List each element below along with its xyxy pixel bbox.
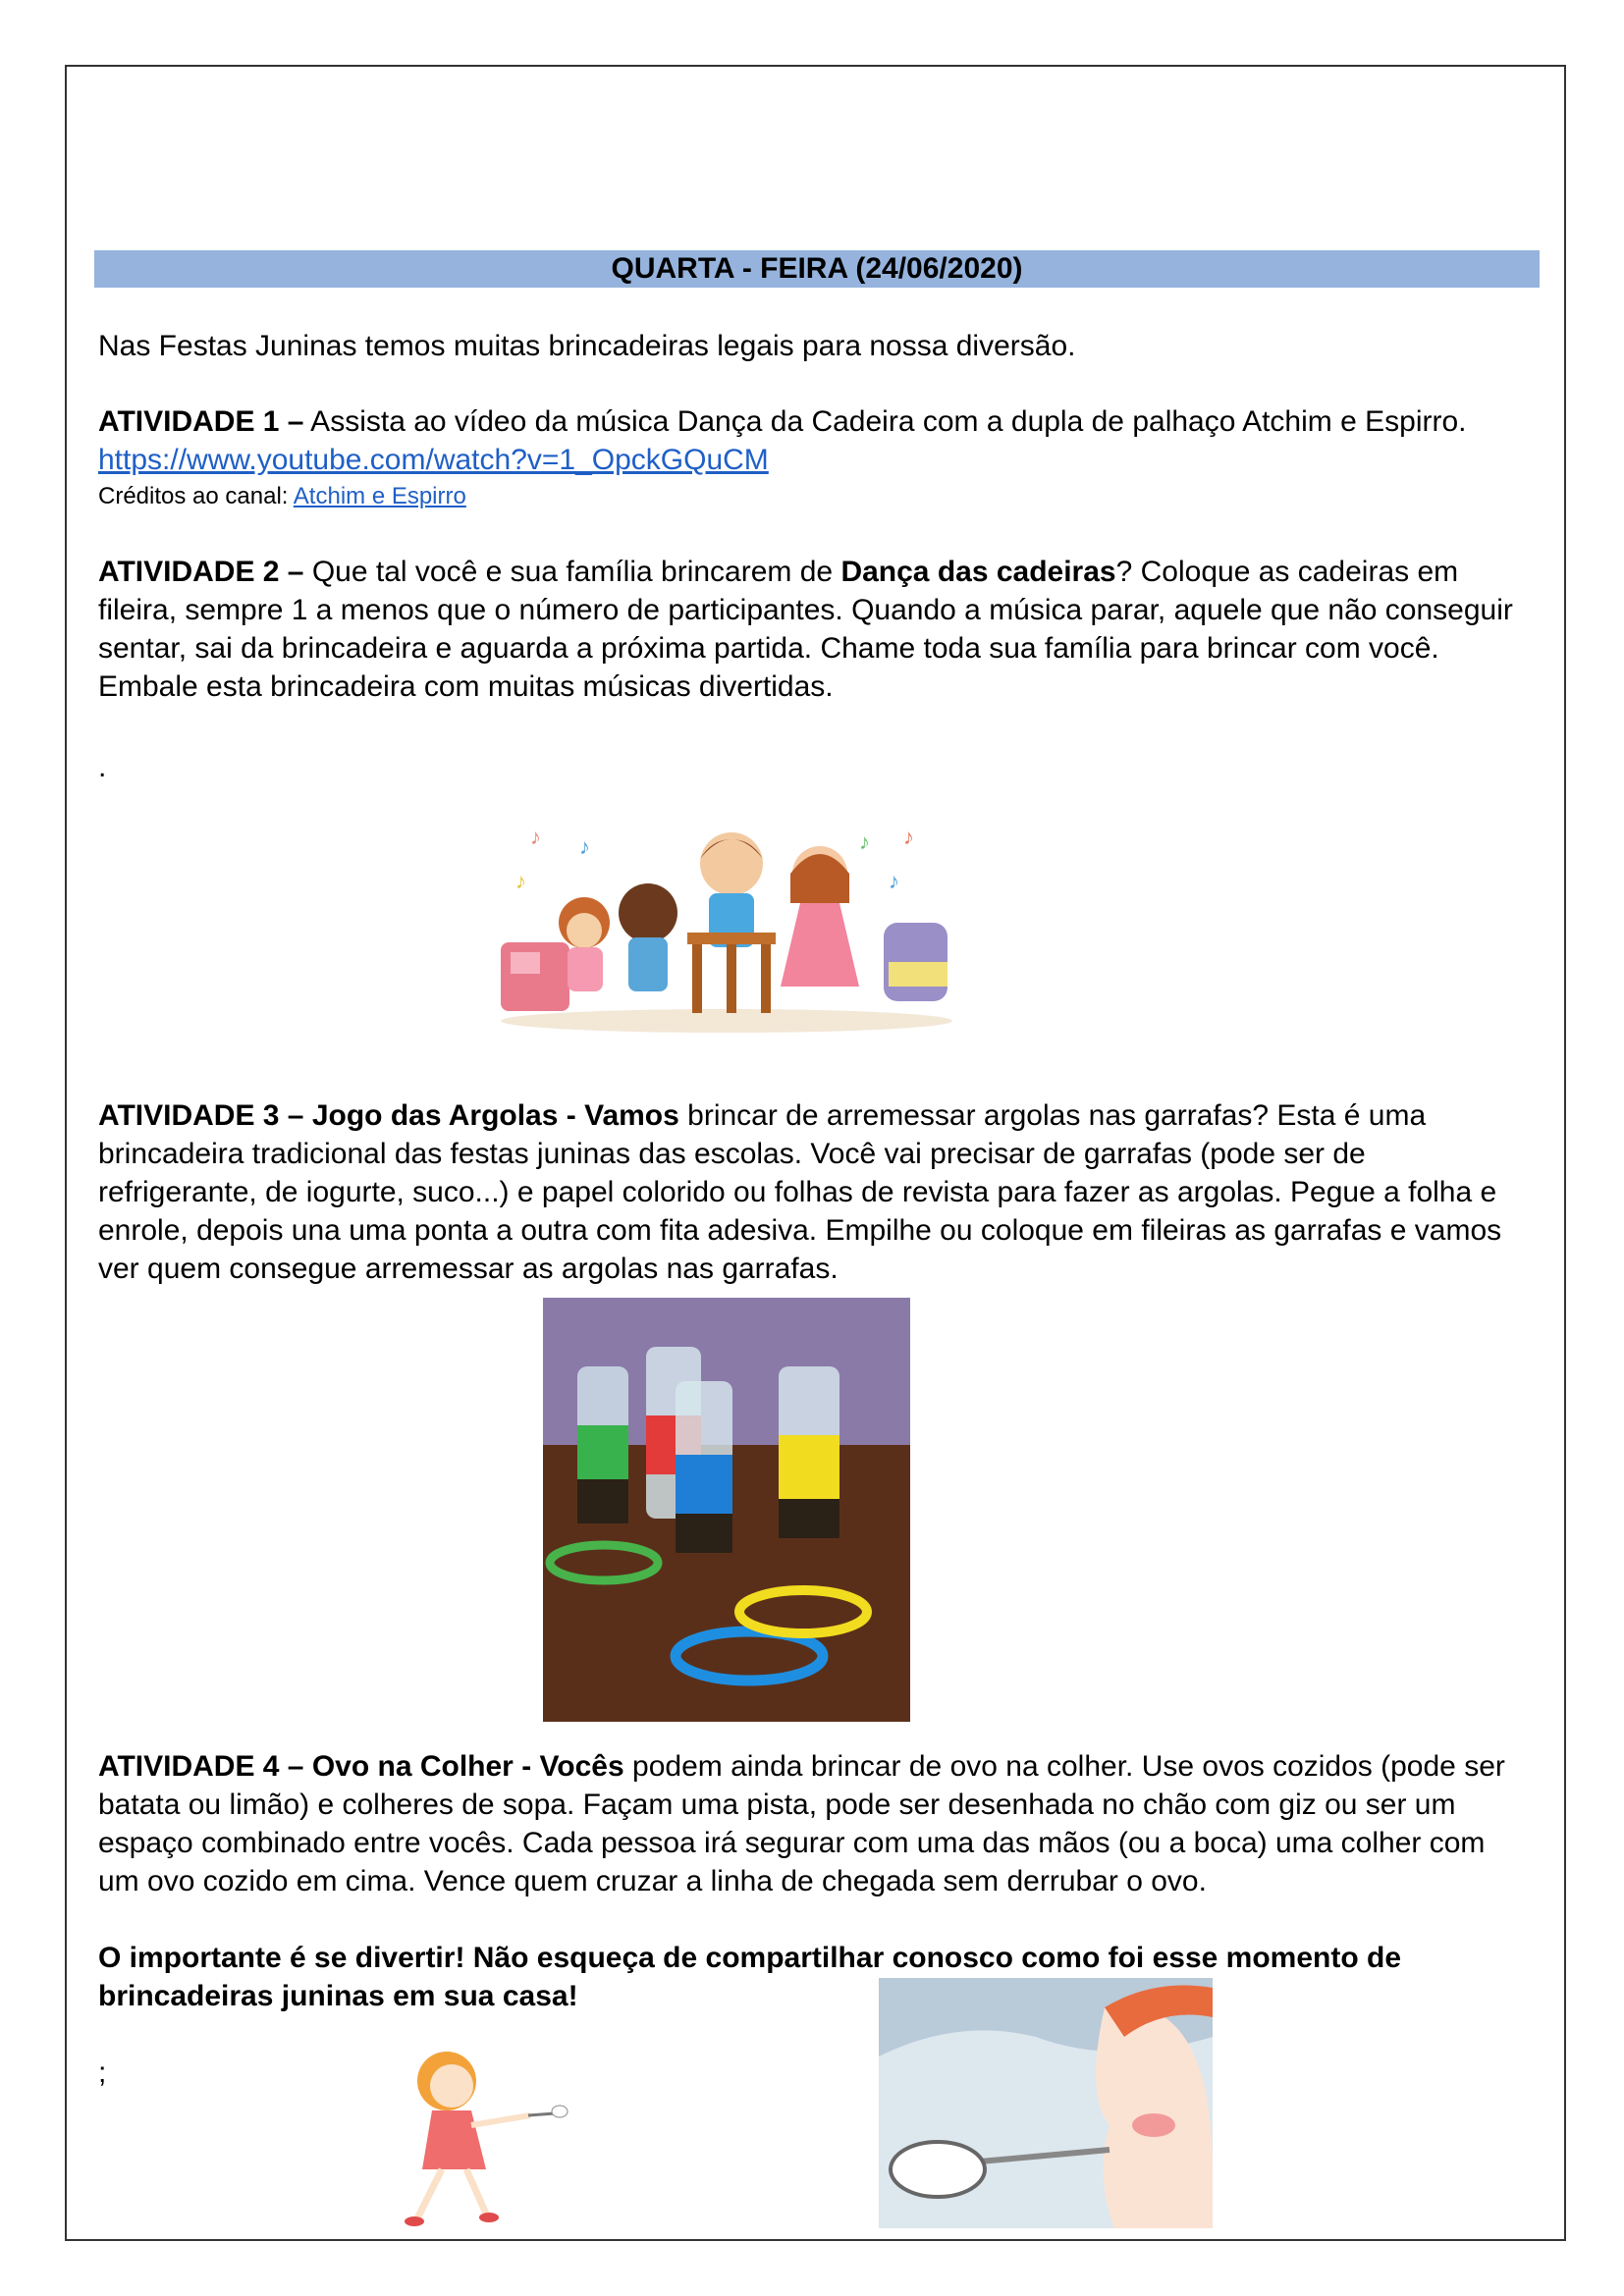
activity-3-label: ATIVIDADE 3 – Jogo das Argolas - Vamos (98, 1099, 679, 1132)
intro-paragraph: Nas Festas Juninas temos muitas brincadeiras legais para nossa diversão. (98, 330, 1076, 362)
spoon-in-mouth-illustration (879, 1978, 1213, 2228)
activity-2-text-before: Que tal você e sua família brincarem de (303, 556, 841, 588)
credits-line (98, 482, 1532, 511)
svg-text:♪: ♪ (903, 825, 914, 849)
activity-3-paragraph (98, 1096, 1532, 1288)
activity-1-text: Assista ao vídeo da música Dança da Cadeira com a dupla de palhaço Atchim e Espirro. (303, 405, 1467, 438)
dot-line: . (98, 751, 107, 783)
svg-text:♪: ♪ (859, 829, 870, 854)
semicolon-line: ; (98, 2056, 107, 2089)
svg-text:♪: ♪ (515, 869, 526, 893)
svg-text:♪: ♪ (889, 869, 899, 893)
activity-2-paragraph (98, 553, 1532, 706)
credits-label: Créditos ao canal: (98, 483, 294, 509)
activity-1-paragraph (98, 402, 1532, 479)
activity-4-text: podem ainda brincar de ovo na colher. Use ovos cozidos (pode ser batata ou limão) e colheres de sopa. Façam uma pista, pode ser desenhada no chão com giz ou ser um espaço combinado entre vocês. Cada pessoa irá segurar com uma das mãos (ou a boca) uma colher com um ovo cozido em cima. Vence quem cruzar a linha de chegada sem derrubar o ovo. (98, 1750, 1505, 1897)
musical-chairs-illustration (491, 815, 962, 1036)
closing-message: O importante é se divertir! Não esqueça de compartilhar conosco como foi esse momento de brincadeiras juninas em sua casa! (98, 1942, 1402, 2012)
activity-4-label: ATIVIDADE 4 – Ovo na Colher - Vocês (98, 1750, 624, 1783)
youtube-link[interactable]: https://www.youtube.com/watch?v=1_OpckGQuCM (98, 444, 769, 476)
girl-egg-spoon-illustration (393, 2037, 569, 2233)
activity-3-text: brincar de arremessar argolas nas garrafas? Esta é uma brincadeira tradicional das festas juninas das escolas. Você vai precisar de garrafas (pode ser de refrigerante, de iogurte, suco...) e papel colorido ou folhas de revista para fazer as argolas. Pegue a folha e enrole, depois una uma ponta a outra com fita adesiva. Empilhe ou coloque em fileiras as garrafas e vamos ver quem consegue arremessar as argolas nas garrafas. (98, 1099, 1502, 1285)
svg-text:♪: ♪ (530, 825, 541, 849)
activity-1-label: ATIVIDADE 1 – (98, 405, 304, 438)
svg-text:♪: ♪ (579, 834, 590, 859)
header-bar (94, 250, 1540, 288)
activity-4-paragraph (98, 1747, 1532, 1900)
activity-2-label: ATIVIDADE 2 – (98, 556, 304, 588)
activity-2-text-after: ? Coloque as cadeiras em fileira, sempre 1 a menos que o número de participantes. Quando a música parar, aquele que não conseguir sentar, sai da brincadeira e aguarda a próxima partida. Chame toda sua família para brincar com você. Embale esta brincadeira com muitas músicas divertidas. (98, 556, 1513, 703)
ring-toss-photo (543, 1298, 910, 1722)
page-title: QUARTA - FEIRA (24/06/2020) (611, 252, 1023, 285)
channel-link[interactable]: Atchim e Espirro (293, 483, 466, 509)
activity-2-game-name: Dança das cadeiras (840, 556, 1116, 588)
